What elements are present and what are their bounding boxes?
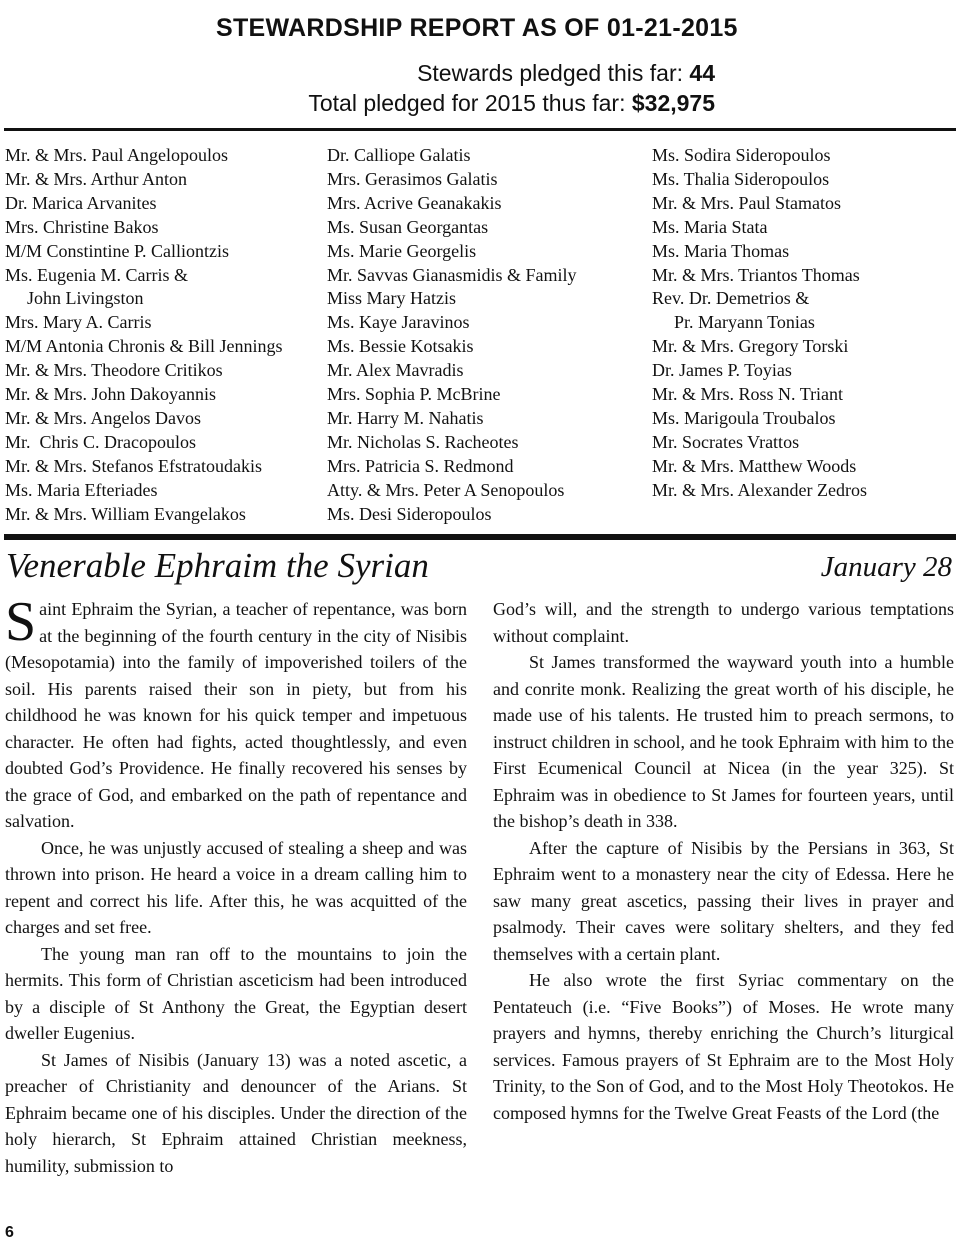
steward-name: Mr. Nicholas S. Racheotes (327, 431, 519, 452)
steward-name: Atty. & Mrs. Peter A Senopoulos (327, 479, 565, 500)
stewards-column-2 (327, 144, 577, 527)
article-paragraph: St James of Nisibis (January 13) was a noted ascetic, a preacher of Christianity and denouncer of the Arians. St Ephraim became one of his disciples. Under the direction of the holy hierarch, St Ephraim attained Christian meekness, humility, submission to (5, 1049, 467, 1176)
section-divider (4, 534, 956, 540)
total-pledged-value: $32,975 (631, 90, 715, 116)
steward-name: Ms. Maria Thomas (652, 240, 790, 261)
steward-name: Mr. & Mrs. Ross N. Triant (652, 384, 844, 405)
article-date: January 28 (820, 551, 952, 583)
steward-name: Mr. & Mrs. Theodore Critikos (5, 360, 223, 381)
drop-cap: S (5, 591, 37, 653)
steward-name: Mr. & Mrs. Matthew Woods (652, 455, 857, 476)
steward-name: Miss Mary Hatzis (327, 288, 456, 309)
steward-name: Mr. & Mrs. John Dakoyannis (5, 384, 216, 405)
stewards-column-1 (5, 144, 283, 527)
paragraph-text: aint Ephraim the Syrian, a teacher of repentance, was born at the beginning of the fourth century in the city of Nisibis (Mesopotamia) into the family of impoverished toilers of the soil. His parents raised their son in piety, but from his childhood he was known for his quick temper and impetuous character. He often had fights, acted thoughtlessly, and even doubted God’s Providence. He finally recovered his senses by the grace of God, and embarked on the path of repentance and salvation. (5, 599, 467, 831)
article-paragraph: He also wrote the first Syriac commentary on the Pentateuch (i.e. “Five Books”) of Moses. He wrote many prayers and hymns, thereby enriching the Church’s liturgical services. Famous prayers of St Ephraim are to the Most Holy Trinity, to the Son of God, and to the Most Holy Theotokos. He composed hymns for the Twelve Great Feasts of the Lord (the (493, 970, 954, 1123)
steward-name: Ms. Bessie Kotsakis (327, 336, 474, 357)
stewards-pledged-line (417, 60, 715, 87)
steward-name: Mr. Savvas Gianasmidis & Family (327, 264, 577, 285)
steward-name: Mr. & Mrs. Alexander Zedros (652, 479, 867, 500)
steward-name: Mr. Socrates Vrattos (652, 431, 800, 452)
steward-name: Ms. Maria Stata (652, 216, 768, 237)
steward-name: Mr. & Mrs. Triantos Thomas (652, 264, 860, 285)
steward-name: M/M Antonia Chronis & Bill Jennings (5, 336, 283, 357)
steward-name: Mr. & Mrs. Paul Angelopoulos (5, 145, 229, 165)
article-column-right (493, 596, 954, 1126)
article-paragraph: After the capture of Nisibis by the Persians in 363, St Ephraim went to a monastery near the city of Edessa. Here he saw many great ascetics, passing their lives in prayer and psalmody. Their caves were solitary shelters, and they fed themselves with a certain plant. (493, 837, 954, 964)
page-number: 6 (5, 1224, 14, 1241)
steward-name: Ms. Thalia Sideropoulos (652, 168, 830, 189)
steward-name: Ms. Susan Georgantas (327, 216, 489, 237)
article-paragraph: Once, he was unjustly accused of stealing a sheep and was thrown into prison. He heard a voice in a dream calling him to repent and correct his life. After this, he was acquitted of the charges and set free. (5, 837, 467, 937)
steward-name: Mrs. Gerasimos Galatis (327, 168, 498, 189)
article-paragraph: God’s will, and the strength to undergo various temptations without complaint. (493, 599, 954, 646)
steward-name: M/M Constintine P. Calliontzis (5, 240, 230, 261)
steward-name: Mr. & Mrs. Paul Stamatos (652, 192, 842, 213)
steward-name: Mrs. Patricia S. Redmond (327, 455, 514, 476)
steward-name: Ms. Marie Georgelis (327, 240, 477, 261)
article-paragraph: The young man ran off to the mountains to join the hermits. This form of Christian asceticism had been introduced by a disciple of St Anthony the Great, the Egyptian desert dweller Eugenius. (5, 943, 467, 1043)
steward-name: Mr. Alex Mavradis (327, 360, 464, 381)
stewards-pledged-value: 44 (689, 60, 715, 86)
stewards-column-3 (652, 144, 867, 503)
steward-name: Mr. Harry M. Nahatis (327, 407, 484, 428)
steward-name: Dr. Marica Arvanites (5, 192, 157, 213)
header-divider (4, 128, 956, 131)
steward-name: Mr. & Mrs. Arthur Anton (5, 168, 188, 189)
steward-name: Ms. Sodira Sideropoulos (652, 145, 831, 165)
steward-name: Ms. Maria Efteriades (5, 479, 158, 500)
article-paragraph (5, 591, 467, 835)
stewards-pledged-label: Stewards pledged this far: (417, 60, 690, 86)
steward-name: Mr. & Mrs. Stefanos Efstratoudakis (5, 455, 262, 476)
steward-name: Mr. Chris C. Dracopoulos (5, 431, 196, 452)
steward-name: Ms. Desi Sideropoulos (327, 503, 492, 524)
steward-name: Mrs. Sophia P. McBrine (327, 384, 501, 405)
total-pledged-label: Total pledged for 2015 thus far: (308, 90, 632, 116)
steward-name: Mrs. Mary A. Carris (5, 312, 152, 333)
steward-name: Pr. Maryann Tonias (674, 312, 815, 333)
steward-name: Ms. Kaye Jaravinos (327, 312, 470, 333)
steward-name: Ms. Marigoula Troubalos (652, 407, 836, 428)
steward-name: John Livingston (27, 288, 144, 309)
report-title: STEWARDSHIP REPORT AS OF 01-21-2015 (216, 14, 738, 42)
steward-name: Dr. James P. Toyias (652, 360, 792, 381)
article-column-left (5, 591, 467, 1179)
article-title: Venerable Ephraim the Syrian (6, 546, 429, 585)
steward-name: Mr. & Mrs. Gregory Torski (652, 336, 849, 357)
steward-name: Mrs. Acrive Geanakakis (327, 192, 502, 213)
steward-name: Mr. & Mrs. Angelos Davos (5, 407, 202, 428)
steward-name: Rev. Dr. Demetrios & (652, 288, 810, 309)
steward-name: Ms. Eugenia M. Carris & (5, 264, 188, 285)
article-paragraph: St James transformed the wayward youth into a humble and conrite monk. Realizing the great worth of his disciple, he made use of his talents. He trusted him to preach sermons, to instruct children in school, and he took Ephraim with him to the First Ecumenical Council at Nicea (in the year 325). St Ephraim was in obedience to St James for fourteen years, until the bishop’s death in 338. (493, 652, 954, 831)
steward-name: Mr. & Mrs. William Evangelakos (5, 503, 246, 524)
total-pledged-line (308, 90, 715, 117)
steward-name: Dr. Calliope Galatis (327, 145, 471, 165)
steward-name: Mrs. Christine Bakos (5, 216, 159, 237)
